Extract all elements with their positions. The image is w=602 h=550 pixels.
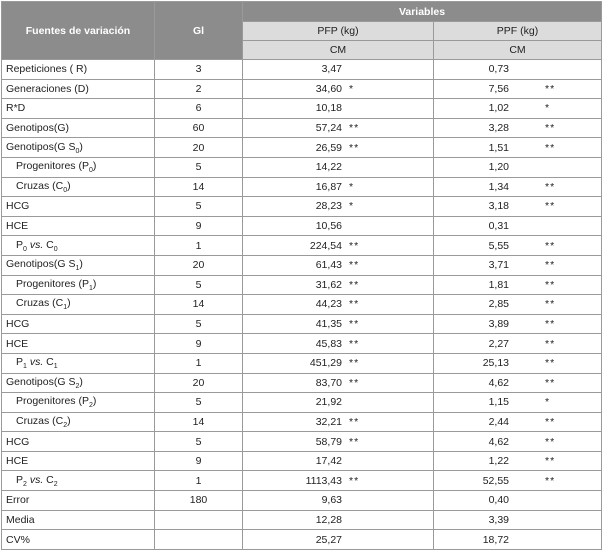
row-source-label [2, 530, 155, 550]
row-pfp-cm [243, 353, 434, 373]
row-ppf-cm [434, 216, 602, 236]
source-text: Genotipos(G S [6, 258, 76, 271]
row-gl: 14 [155, 177, 243, 197]
pfp-value: 25,27 [315, 533, 342, 546]
table-row [2, 79, 602, 99]
source-text: Genotipos(G S [6, 140, 76, 153]
table-row [2, 510, 602, 530]
pfp-significance: ** [349, 122, 360, 135]
source-subscript: 0 [23, 245, 27, 253]
row-ppf-cm [434, 530, 602, 550]
table-row [2, 255, 602, 275]
pfp-significance: ** [349, 318, 360, 331]
source-text: Progenitores (P [16, 160, 89, 173]
source-text: Progenitores (P [16, 277, 89, 290]
row-gl: 9 [155, 334, 243, 354]
row-ppf-cm [434, 314, 602, 334]
pfp-value: 9,63 [321, 494, 342, 507]
header-ppf: PPF (kg) [434, 22, 602, 41]
row-source-label [2, 157, 155, 177]
pfp-significance: * [349, 180, 355, 193]
source-subscript: 0 [53, 245, 58, 253]
row-source-label [2, 60, 155, 80]
pfp-value: 44,23 [315, 298, 342, 311]
row-pfp-cm [243, 236, 434, 256]
row-gl: 1 [155, 471, 243, 491]
source-suffix: ) [92, 395, 97, 408]
ppf-value: 1,15 [488, 396, 509, 409]
row-gl: 6 [155, 99, 243, 119]
table-row [2, 275, 602, 295]
row-ppf-cm [434, 157, 602, 177]
ppf-significance: ** [545, 180, 556, 193]
row-ppf-cm [434, 373, 602, 393]
ppf-significance: ** [545, 239, 556, 252]
source-text: HCE [6, 337, 29, 350]
source-subscript: 0 [88, 167, 93, 175]
pfp-value: 83,70 [315, 376, 342, 389]
source-text: HCE [6, 220, 29, 233]
header-cm-ppf: CM [434, 41, 602, 60]
ppf-value: 1,51 [488, 141, 509, 154]
row-source-label [2, 510, 155, 530]
row-gl: 3 [155, 60, 243, 80]
source-text: HCG [6, 200, 30, 213]
pfp-value: 28,23 [315, 200, 342, 213]
ppf-value: 0,40 [488, 494, 509, 507]
source-text: HCG [6, 318, 30, 331]
source-text: P [16, 356, 24, 369]
source-text: Repeticiones ( R) [6, 63, 88, 76]
row-gl: 20 [155, 255, 243, 275]
row-pfp-cm [243, 118, 434, 138]
table-row [2, 99, 602, 119]
source-subscript: 1 [75, 265, 80, 273]
source-text: Generaciones (D) [6, 82, 89, 95]
ppf-significance: ** [545, 376, 556, 389]
row-source-label [2, 236, 155, 256]
source-subscript: 0 [63, 186, 68, 194]
pfp-significance: ** [349, 435, 360, 448]
row-gl: 9 [155, 451, 243, 471]
row-source-label [2, 177, 155, 197]
table-row [2, 138, 602, 158]
ppf-value: 4,62 [488, 376, 509, 389]
source-subscript: 1 [63, 304, 68, 312]
row-pfp-cm [243, 451, 434, 471]
row-ppf-cm [434, 275, 602, 295]
header-variables: Variables [243, 2, 602, 22]
row-source-label [2, 432, 155, 452]
table-row [2, 334, 602, 354]
ppf-value: 1,34 [488, 180, 509, 193]
pfp-value: 32,21 [315, 415, 342, 428]
row-ppf-cm [434, 471, 602, 491]
ppf-value: 3,18 [488, 200, 509, 213]
ppf-value: 1,20 [488, 161, 509, 174]
row-source-label [2, 471, 155, 491]
source-text: Genotipos(G) [6, 122, 70, 135]
row-ppf-cm [434, 451, 602, 471]
row-gl: 5 [155, 393, 243, 413]
row-source-label [2, 295, 155, 315]
source-subscript: 1 [23, 363, 27, 371]
table-body [2, 60, 602, 550]
ppf-value: 3,71 [488, 259, 509, 272]
source-suffix: ) [92, 277, 97, 290]
row-gl: 5 [155, 197, 243, 217]
vs-italic: vs. [29, 356, 44, 369]
row-ppf-cm [434, 510, 602, 530]
table-row [2, 471, 602, 491]
table-row [2, 412, 602, 432]
ppf-significance: ** [545, 474, 556, 487]
source-subscript: 1 [88, 284, 93, 292]
row-ppf-cm [434, 334, 602, 354]
ppf-significance: ** [545, 435, 556, 448]
ppf-significance: ** [545, 455, 556, 468]
row-source-label [2, 412, 155, 432]
row-source-label [2, 197, 155, 217]
table-row [2, 216, 602, 236]
source-text: P [16, 238, 24, 251]
row-source-label [2, 334, 155, 354]
pfp-value: 224,54 [309, 239, 342, 252]
row-pfp-cm [243, 432, 434, 452]
ppf-value: 2,85 [488, 298, 509, 311]
row-gl: 5 [155, 314, 243, 334]
ppf-value: 3,89 [488, 318, 509, 331]
table-row [2, 60, 602, 80]
row-ppf-cm [434, 412, 602, 432]
source-suffix: ) [67, 297, 71, 310]
row-gl: 1 [155, 236, 243, 256]
row-source-label [2, 275, 155, 295]
row-pfp-cm [243, 393, 434, 413]
source-text: Cruzas (C [16, 297, 64, 310]
source-subscript: 2 [63, 422, 68, 430]
ppf-significance: ** [545, 298, 556, 311]
row-ppf-cm [434, 79, 602, 99]
source-text: Media [6, 513, 35, 526]
pfp-significance: ** [349, 415, 360, 428]
source-suffix: vs. C [29, 356, 54, 369]
ppf-significance: ** [545, 318, 556, 331]
source-text: Error [6, 494, 30, 507]
pfp-significance: ** [349, 474, 360, 487]
pfp-value: 14,22 [315, 161, 342, 174]
pfp-value: 61,43 [315, 259, 342, 272]
row-gl: 5 [155, 432, 243, 452]
ppf-value: 3,39 [488, 513, 509, 526]
row-gl: 180 [155, 491, 243, 511]
table-row [2, 530, 602, 550]
row-pfp-cm [243, 530, 434, 550]
row-ppf-cm [434, 197, 602, 217]
pfp-value: 41,35 [315, 318, 342, 331]
source-subscript: 2 [23, 480, 27, 488]
ppf-value: 0,73 [488, 63, 509, 76]
row-pfp-cm [243, 177, 434, 197]
row-source-label [2, 314, 155, 334]
row-pfp-cm [243, 295, 434, 315]
ppf-value: 3,28 [488, 122, 509, 135]
ppf-value: 0,31 [488, 220, 509, 233]
row-pfp-cm [243, 99, 434, 119]
row-gl: 2 [155, 79, 243, 99]
pfp-value: 45,83 [315, 337, 342, 350]
ppf-significance: ** [545, 278, 556, 291]
header-cm-pfp: CM [243, 41, 434, 60]
table-row [2, 393, 602, 413]
row-gl [155, 530, 243, 550]
table-row [2, 491, 602, 511]
row-pfp-cm [243, 79, 434, 99]
pfp-significance: * [349, 200, 355, 213]
source-text: Progenitores (P [16, 395, 89, 408]
ppf-significance: ** [545, 122, 556, 135]
pfp-value: 31,62 [315, 278, 342, 291]
source-text: Genotipos(G S [6, 375, 76, 388]
row-pfp-cm [243, 373, 434, 393]
row-ppf-cm [434, 432, 602, 452]
table-row [2, 353, 602, 373]
ppf-value: 52,55 [482, 474, 509, 487]
row-pfp-cm [243, 275, 434, 295]
row-gl: 20 [155, 138, 243, 158]
ppf-value: 1,81 [488, 278, 509, 291]
header-source: Fuentes de variación [2, 2, 155, 60]
pfp-significance: ** [349, 239, 360, 252]
row-source-label [2, 353, 155, 373]
row-pfp-cm [243, 216, 434, 236]
row-gl: 14 [155, 412, 243, 432]
row-pfp-cm [243, 491, 434, 511]
ppf-value: 1,22 [488, 455, 509, 468]
pfp-value: 57,24 [315, 122, 342, 135]
pfp-value: 1113,43 [305, 474, 342, 487]
pfp-significance: ** [349, 298, 360, 311]
pfp-significance: ** [349, 259, 360, 272]
source-subscript: 2 [88, 402, 93, 410]
pfp-value: 451,29 [309, 357, 342, 370]
ppf-significance: ** [545, 415, 556, 428]
row-source-label [2, 491, 155, 511]
row-gl: 20 [155, 373, 243, 393]
ppf-value: 25,13 [482, 357, 509, 370]
source-suffix: vs. C [29, 473, 54, 486]
row-source-label [2, 79, 155, 99]
row-gl [155, 510, 243, 530]
source-subscript: 0 [75, 147, 80, 155]
row-gl: 14 [155, 295, 243, 315]
row-source-label [2, 138, 155, 158]
row-ppf-cm [434, 393, 602, 413]
pfp-value: 10,18 [315, 102, 342, 115]
row-ppf-cm [434, 255, 602, 275]
pfp-value: 21,92 [315, 396, 342, 409]
ppf-value: 2,27 [488, 337, 509, 350]
row-source-label [2, 216, 155, 236]
source-text: Cruzas (C [16, 179, 64, 192]
source-text: R*D [6, 102, 26, 115]
pfp-value: 58,79 [315, 435, 342, 448]
anova-table [1, 1, 602, 550]
row-ppf-cm [434, 177, 602, 197]
row-ppf-cm [434, 236, 602, 256]
row-pfp-cm [243, 510, 434, 530]
table-row [2, 314, 602, 334]
ppf-significance: ** [545, 357, 556, 370]
row-pfp-cm [243, 157, 434, 177]
row-gl: 5 [155, 275, 243, 295]
source-text: CV% [6, 533, 30, 546]
ppf-significance: ** [545, 200, 556, 213]
ppf-significance: ** [545, 141, 556, 154]
ppf-significance: ** [545, 337, 556, 350]
source-text: HCE [6, 455, 29, 468]
vs-italic: vs. [29, 238, 44, 251]
table-row [2, 295, 602, 315]
ppf-value: 4,62 [488, 435, 509, 448]
pfp-significance: ** [349, 357, 360, 370]
pfp-significance: ** [349, 337, 360, 350]
source-text: Cruzas (C [16, 414, 64, 427]
source-subscript: 1 [53, 363, 58, 371]
header-gl: Gl [155, 2, 243, 60]
table-row [2, 157, 602, 177]
ppf-value: 7,56 [488, 82, 509, 95]
source-subscript: 2 [53, 480, 58, 488]
table-row [2, 118, 602, 138]
table-row [2, 197, 602, 217]
row-ppf-cm [434, 295, 602, 315]
row-source-label [2, 451, 155, 471]
pfp-value: 10,56 [315, 220, 342, 233]
source-text: P [16, 473, 24, 486]
pfp-value: 12,28 [315, 513, 342, 526]
row-source-label [2, 118, 155, 138]
table-row [2, 373, 602, 393]
row-pfp-cm [243, 314, 434, 334]
row-pfp-cm [243, 197, 434, 217]
row-pfp-cm [243, 255, 434, 275]
vs-italic: vs. [29, 473, 44, 486]
row-pfp-cm [243, 471, 434, 491]
row-pfp-cm [243, 138, 434, 158]
row-source-label [2, 393, 155, 413]
source-suffix: ) [67, 179, 71, 192]
row-source-label [2, 255, 155, 275]
row-gl: 9 [155, 216, 243, 236]
ppf-significance: * [545, 102, 551, 115]
source-subscript: 2 [75, 382, 80, 390]
pfp-significance: ** [349, 278, 360, 291]
row-ppf-cm [434, 99, 602, 119]
pfp-value: 16,87 [315, 180, 342, 193]
source-suffix: ) [79, 375, 83, 388]
source-suffix: ) [79, 258, 83, 271]
row-gl: 60 [155, 118, 243, 138]
ppf-value: 2,44 [488, 415, 509, 428]
row-ppf-cm [434, 138, 602, 158]
pfp-value: 17,42 [315, 455, 342, 468]
ppf-significance: * [545, 396, 551, 409]
source-suffix: ) [92, 160, 97, 173]
ppf-value: 1,02 [488, 102, 509, 115]
row-source-label [2, 99, 155, 119]
source-text: HCG [6, 435, 30, 448]
row-ppf-cm [434, 60, 602, 80]
row-pfp-cm [243, 412, 434, 432]
ppf-significance: ** [545, 259, 556, 272]
row-ppf-cm [434, 491, 602, 511]
table-row [2, 236, 602, 256]
pfp-significance: ** [349, 376, 360, 389]
ppf-value: 18,72 [482, 533, 509, 546]
source-suffix: vs. C [29, 238, 54, 251]
pfp-value: 26,59 [315, 141, 342, 154]
source-suffix: ) [79, 140, 83, 153]
ppf-significance: ** [545, 82, 556, 95]
anova-table-container [1, 1, 601, 550]
header-pfp: PFP (kg) [243, 22, 434, 41]
row-gl: 5 [155, 157, 243, 177]
table-row [2, 451, 602, 471]
table-row [2, 432, 602, 452]
row-gl: 1 [155, 353, 243, 373]
row-ppf-cm [434, 118, 602, 138]
pfp-significance: * [349, 82, 355, 95]
row-ppf-cm [434, 353, 602, 373]
row-pfp-cm [243, 60, 434, 80]
source-suffix: ) [67, 414, 71, 427]
pfp-significance: ** [349, 141, 360, 154]
row-source-label [2, 373, 155, 393]
row-pfp-cm [243, 334, 434, 354]
pfp-value: 3,47 [321, 63, 342, 76]
table-row [2, 177, 602, 197]
pfp-value: 34,60 [315, 82, 342, 95]
ppf-value: 5,55 [488, 239, 509, 252]
